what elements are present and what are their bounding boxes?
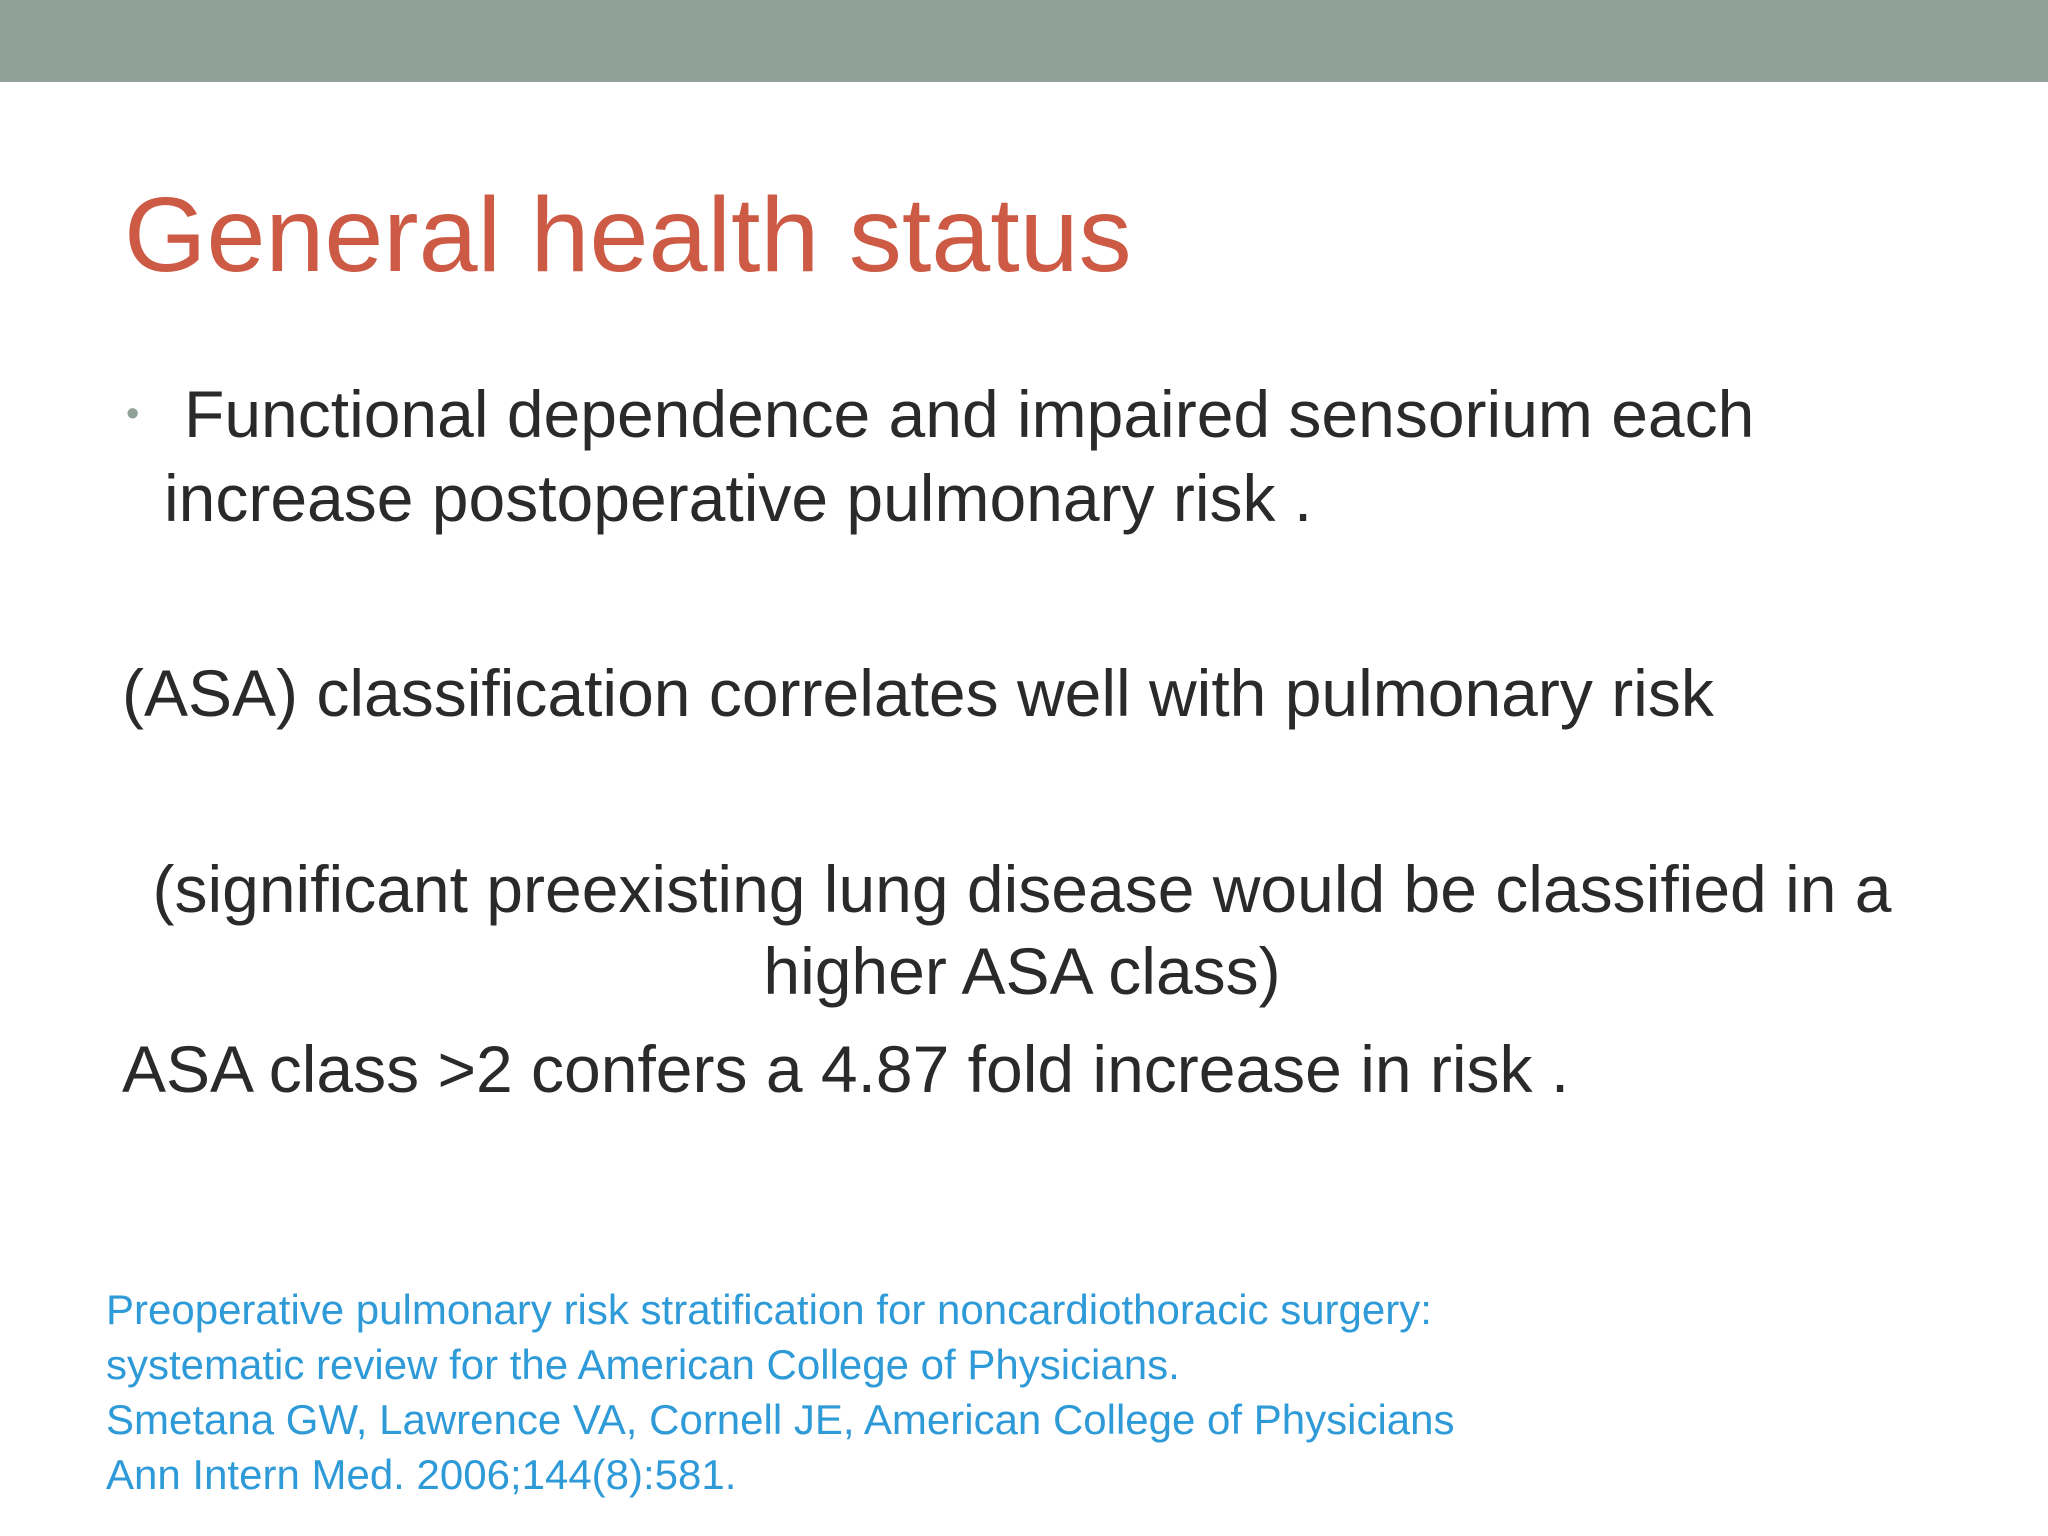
reference-line-1: Preoperative pulmonary risk stratification for noncardiothoracic surgery: xyxy=(106,1286,1432,1333)
reference-line-2: systematic review for the American College of Physicians. xyxy=(106,1341,1180,1388)
reference-citation xyxy=(106,1282,1455,1502)
asa-note-line-1: (significant preexisting lung disease would be classified in a xyxy=(152,852,1892,926)
asa-risk-text: ASA class >2 confers a 4.87 fold increase in risk . xyxy=(122,1032,1570,1106)
asa-note-line-2: higher ASA class) xyxy=(763,934,1281,1008)
asa-note-text xyxy=(122,848,1922,1012)
bullet-text-line-1: Functional dependence and impaired sensorium each xyxy=(184,377,1755,451)
asa-correlation-text: (ASA) classification correlates well with pulmonary risk xyxy=(122,656,1714,730)
slide-header-bar xyxy=(0,0,2048,82)
reference-line-3: Smetana GW, Lawrence VA, Cornell JE, American College of Physicians xyxy=(106,1396,1455,1443)
bullet-text-line-2: increase postoperative pulmonary risk . xyxy=(164,461,1313,535)
reference-line-4: Ann Intern Med. 2006;144(8):581. xyxy=(106,1451,737,1498)
slide-title: General health status xyxy=(124,176,1132,294)
bullet-marker: • xyxy=(126,393,140,435)
bullet-item xyxy=(124,372,1984,540)
